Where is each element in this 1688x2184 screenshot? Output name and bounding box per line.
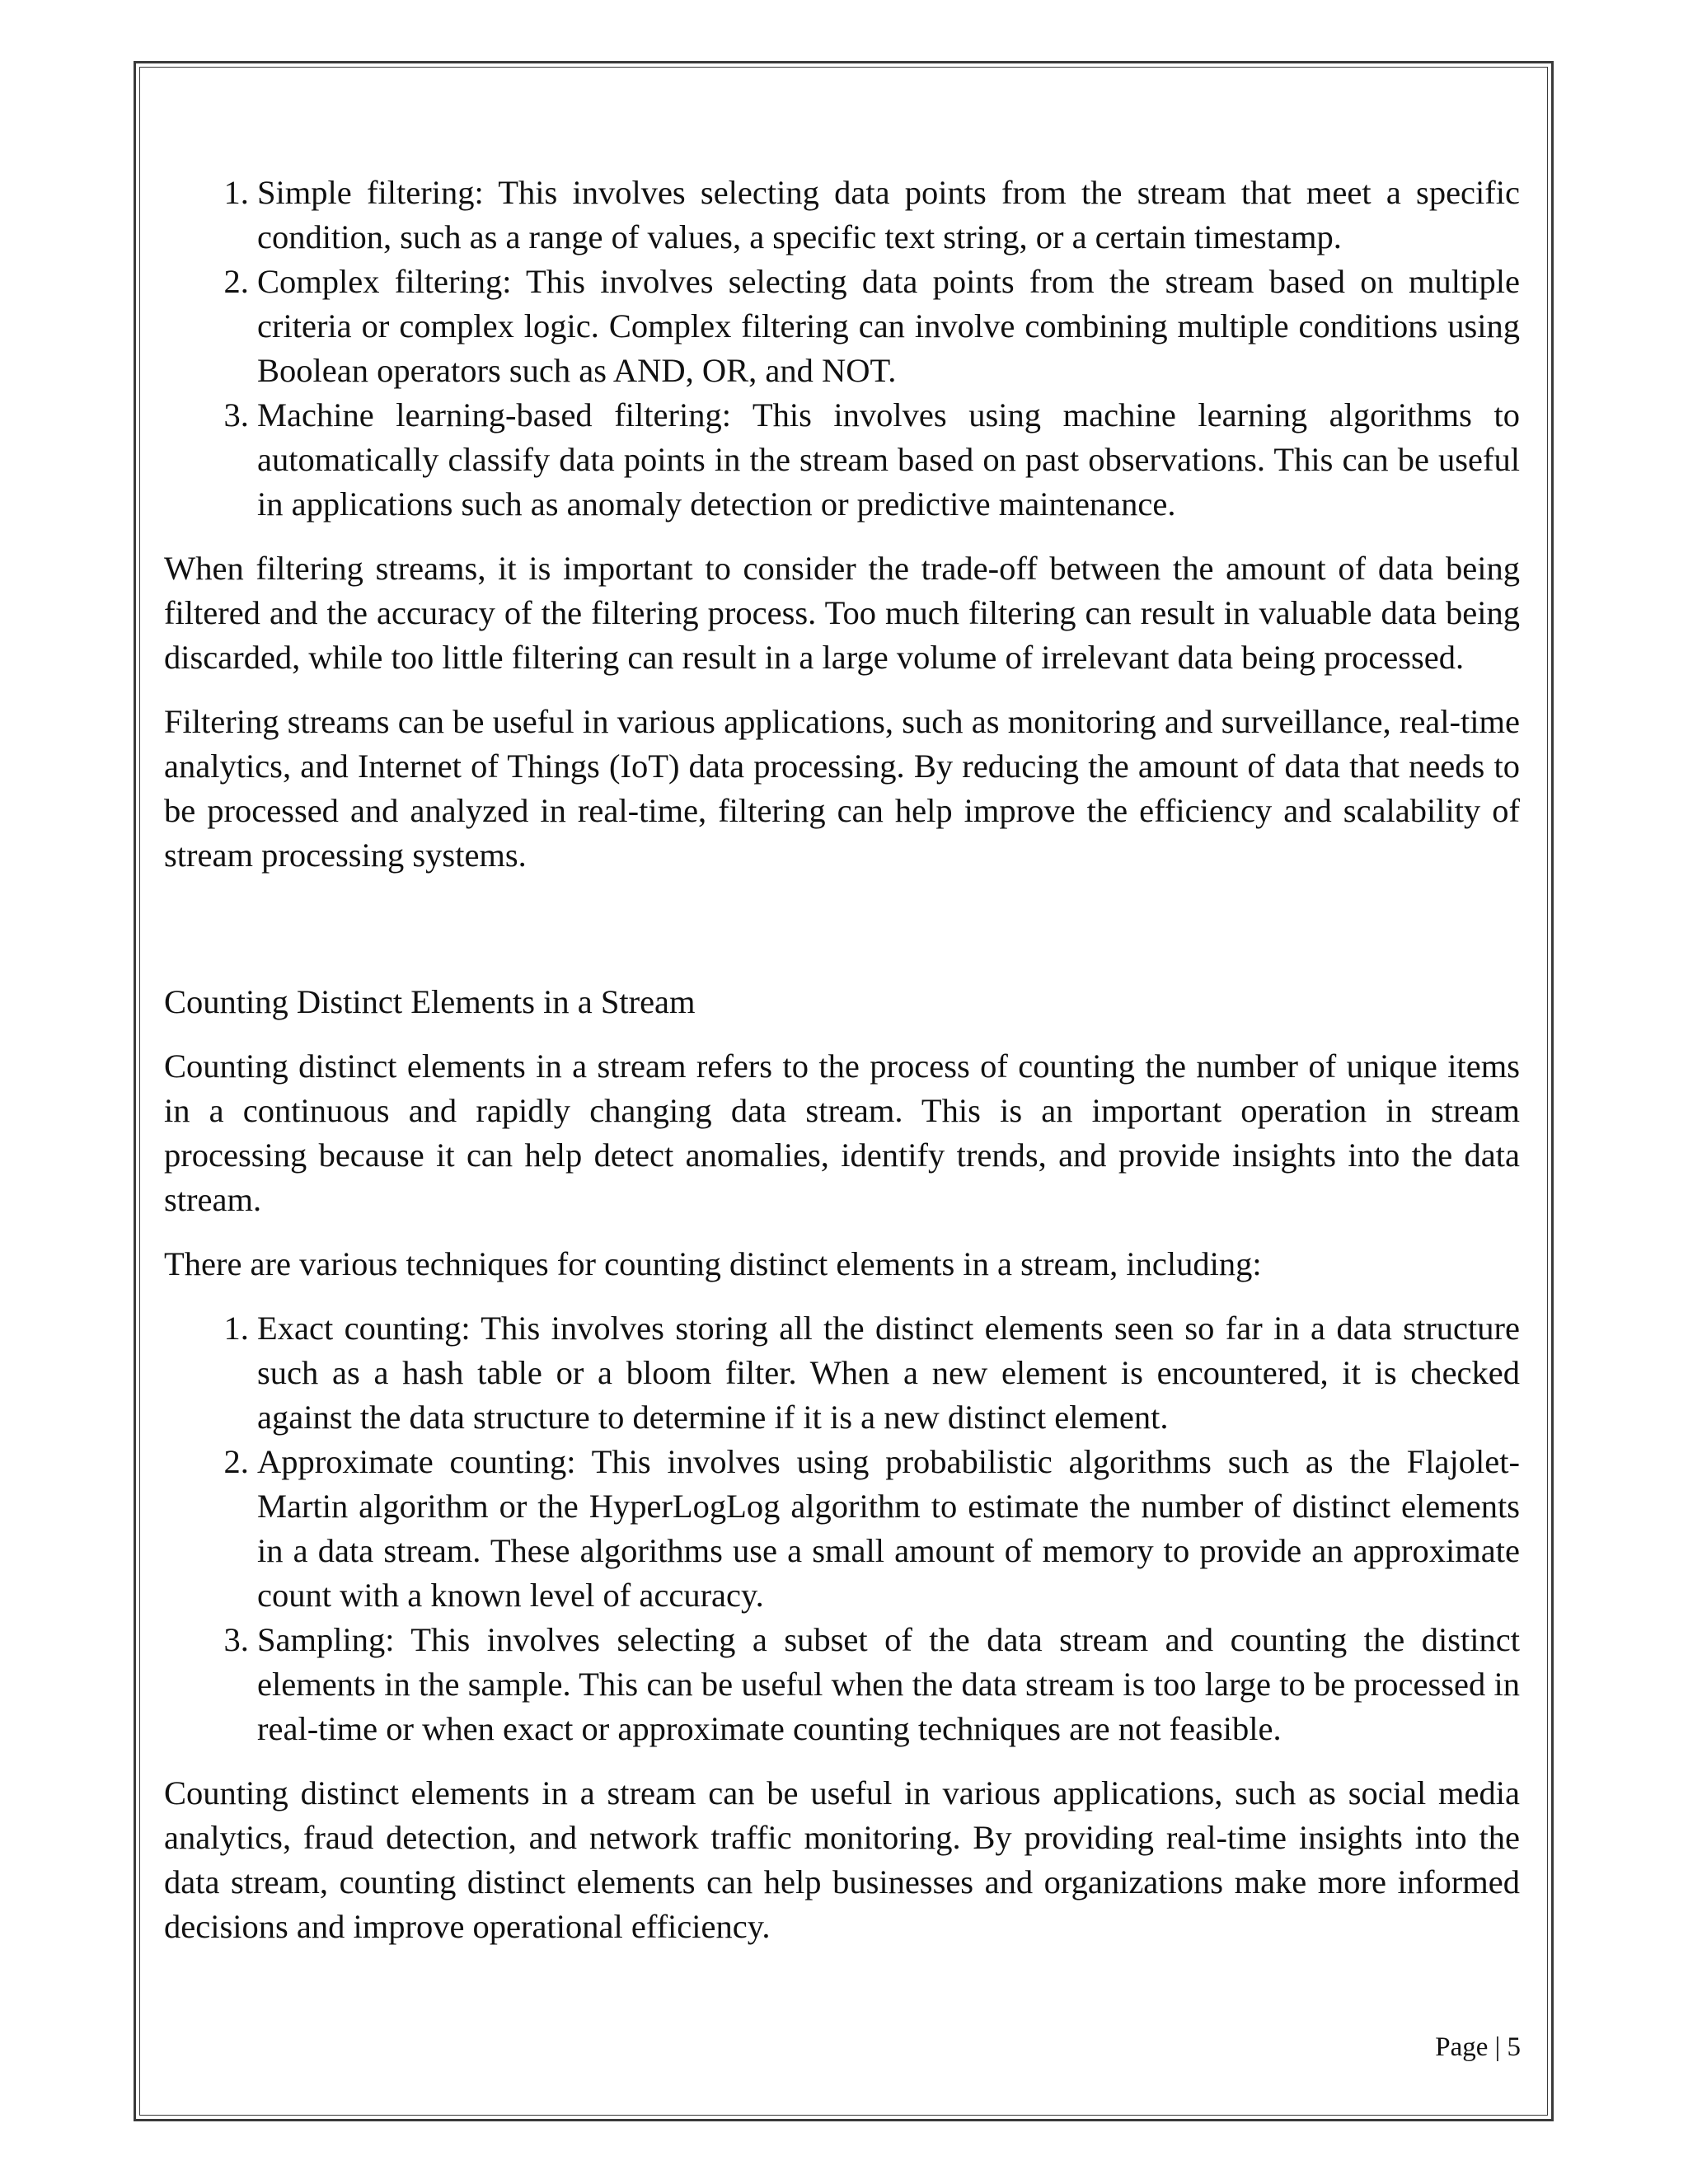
list-item: 1. Exact counting: This involves storing all the distinct elements seen so far in a data structure such as a hash table or a bloom filter. When a new element is encountered, it is checked against the data structure to determine if it is a new distinct element.: [257, 1306, 1520, 1440]
list-item: 1. Simple filtering: This involves selecting data points from the stream that meet a specific condition, such as a range of values, a specific text string, or a certain timestamp.: [257, 171, 1520, 260]
list-item: 3. Machine learning-based filtering: This involves using machine learning algorithms to automatically classify data points in the stream based on past observations. This can be useful in applications such as anomaly detection or predictive maintenance.: [257, 393, 1520, 527]
paragraph-tradeoff: When filtering streams, it is important to consider the trade-off between the amount of data being filtered and the accuracy of the filtering process. Too much filtering can result in valuable data being discarded, while too little filtering can result in a large volume of irrelevant data being processed.: [164, 550, 1520, 676]
list-item: 2. Approximate counting: This involves using probabilistic algorithms such as the Flajolet-Martin algorithm or the HyperLogLog algorithm to estimate the number of distinct elements in a data stream. These algorithms use a small amount of memory to provide an approximate count with a known level of accuracy.: [257, 1440, 1520, 1618]
list-item: 2. Complex filtering: This involves selecting data points from the stream based on multiple criteria or complex logic. Complex filtering can involve combining multiple conditions using Boolean operators such as AND, OR, and NOT.: [257, 260, 1520, 393]
counting-techniques-list: [164, 1306, 1520, 1751]
paragraph-counting-applications: Counting distinct elements in a stream can be useful in various applications, such as social media analytics, fraud detection, and network traffic monitoring. By providing real-time insights into the data stream, counting distinct elements can help businesses and organizations make more informed decisions and improve operational efficiency.: [164, 1774, 1520, 1945]
paragraph-applications: Filtering streams can be useful in various applications, such as monitoring and surveillance, real-time analytics, and Internet of Things (IoT) data processing. By reducing the amount of data that needs to be processed and analyzed in real-time, filtering can help improve the efficiency and scalability of stream processing systems.: [164, 703, 1520, 874]
section-heading: Counting Distinct Elements in a Stream: [164, 983, 696, 1020]
paragraph-techniques-intro: There are various techniques for counting distinct elements in a stream, including:: [164, 1245, 1262, 1282]
filtering-techniques-list: [164, 171, 1520, 527]
paragraph-counting-intro: Counting distinct elements in a stream refers to the process of counting the number of unique items in a continuous and rapidly changing data stream. This is an important operation in stream processing because it can help detect anomalies, identify trends, and provide insights into the data stream.: [164, 1047, 1520, 1218]
page-number: Page | 5: [1435, 2032, 1521, 2062]
list-item: 3. Sampling: This involves selecting a subset of the data stream and counting the distinct elements in the sample. This can be useful when the data stream is too large to be processed in real-time or when exact or approximate counting techniques are not feasible.: [257, 1618, 1520, 1751]
page-content: [164, 171, 1520, 1949]
